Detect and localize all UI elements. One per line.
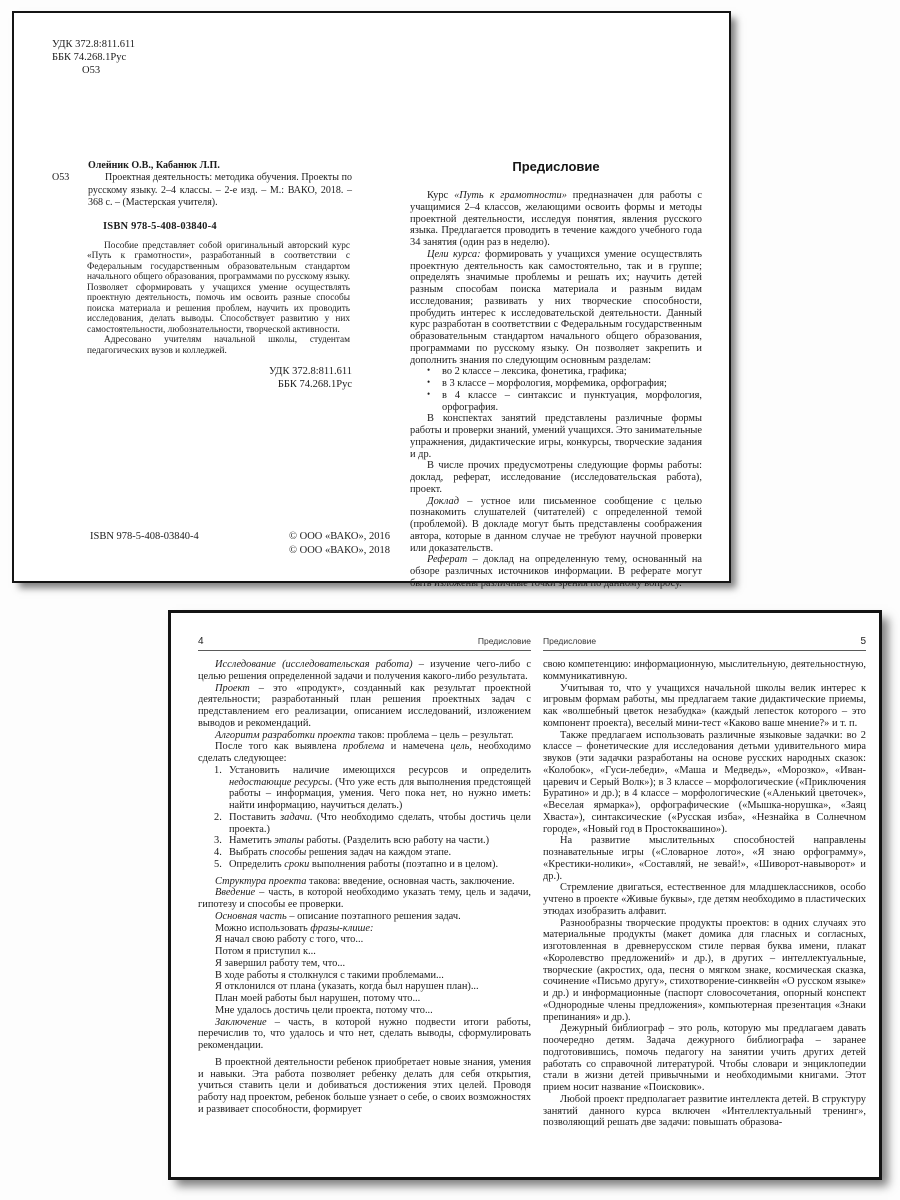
page-4-body xyxy=(198,659,531,1116)
page-number: 4 xyxy=(198,636,204,647)
paragraph: План моей работы был нарушен, потому что... xyxy=(215,993,421,1004)
bullet-item: • в 3 классе – морфология, морфемика, орфография; xyxy=(427,377,667,389)
bullet-marker: • xyxy=(427,388,431,399)
bullet-item: • в 4 классе – синтаксис и пунктуация, морфология, орфография. xyxy=(427,388,702,413)
isbn-line: ISBN 978-5-408-03840-4 xyxy=(103,220,217,232)
running-head-label: Предисловие xyxy=(543,636,597,646)
numbered-item: 2. Поставить задачи. (Что необходимо сделать, чтобы достичь цели проекта.) xyxy=(214,811,531,835)
paragraph: Также предлагаем использовать различные языковые задачки: во 2 классе – фонетические для исследования детьми удивительного мира звуков (эти задачки разработаны на основе русских народных сказок: «Колобок», «Гуси-лебеди», «Маша и Медведь», «Морозко», «Иван-царевич и Серый Волк»); в 3 классе – морфологические («Приключения Буратино» и др.); в 4 классе – морфологические («Аленький цветочек», «Веселая ярмарка»), орфографические («Мышка-норушка», «Заяц Хваста»), синтаксические («Русская изба», «Незнайка в Солнечном городе», «Новый год в Простоквашино»). xyxy=(543,729,866,835)
numbered-item: 3. Наметить этапы работы. (Разделить всю работу на части.) xyxy=(214,835,490,847)
paragraph: Я начал свою работу с того, что... xyxy=(215,934,364,946)
paragraph: Курс «Путь к грамотности» предназначен для работы с учащимися 2–4 классов, желающими освоить формы и методы проектной деятельности, исследуя понятия, явления русского языка. Предлагается проводить в течение каждого учебного года 34 занятия (один раз в неделю). xyxy=(410,190,702,248)
bibliographic-description: Проектная деятельность: методика обучения. Проекты по русскому языку. 2–4 классы. – 2-е изд. – М.: ВАКО, 2018. – 368 с. – (Мастерская учителя). xyxy=(88,172,352,209)
running-head-label: Предисловие xyxy=(477,636,531,646)
bbk-line: ББК 74.268.1Рус xyxy=(277,379,352,391)
paragraph: Стремление двигаться, естественное для младшеклассников, особо учтено в проекте «Живые буквы», где детям необходимо в пластических этюдах изобразить алфавит. xyxy=(543,882,866,917)
isbn-bottom: ISBN 978-5-408-03840-4 xyxy=(90,531,199,542)
paragraph: Введение – часть, в которой необходимо указать тему, цель и задачи, гипотезу и способы ее проверки. xyxy=(198,887,531,910)
list-number: 5. xyxy=(214,858,222,870)
preface-body xyxy=(410,190,702,590)
bbk-line: ББК 74.268.1Рус xyxy=(52,52,127,63)
page-number: 5 xyxy=(860,636,866,647)
page-5 xyxy=(543,613,866,1129)
preface-page-3 xyxy=(410,13,702,590)
udk-line: УДК 372.8:811.611 xyxy=(52,39,136,50)
bullet-marker: • xyxy=(427,365,431,376)
paragraph: Проект – это «продукт», созданный как результат проектной деятельности; разработанный план решения проектных задач с представлением его реализации, описанием исследований, изложением выводов и рекомендаций. xyxy=(198,682,531,729)
running-head xyxy=(198,636,531,651)
paragraph: свою компетенцию: информационную, мыслительную, деятельностную, коммуникативную. xyxy=(543,659,866,682)
copyright-block xyxy=(289,530,390,557)
paragraph: В ходе работы я столкнулся с такими проблемами... xyxy=(215,969,444,981)
paragraph: Я завершил работу тем, что... xyxy=(215,957,346,969)
paragraph: Доклад – устное или письменное сообщение с целью познакомить слушателей (читателей) с определенной темой (проблемой). В докладе могут быть представлены соображения автора, которые в данном случае не требуют научной проверки или доказательств. xyxy=(410,495,702,554)
pages-4-5-spread xyxy=(168,610,882,1180)
copyright-line: © ООО «ВАКО», 2016 xyxy=(289,531,390,542)
paragraph: Адресовано учителям начальной школы, студентам педагогических вузов и колледжей. xyxy=(87,335,350,356)
paragraph: Основная часть – описание поэтапного решения задач. xyxy=(215,910,461,922)
bullet-item: • во 2 классе – лексика, фонетика, графика; xyxy=(427,365,627,378)
author-sign-line: О53 xyxy=(82,65,101,76)
paragraph: Учитывая то, что у учащихся начальной школы велик интерес к игровым формам работы, мы предлагаем такие дидактические приемы, как «волшебный цветок незабудка» (каждый лепесток которого – это компонент проекта), веселый мини-тест «Каково ваше мнение?» и т. п. xyxy=(543,682,866,729)
numbered-item: 5. Определить сроки выполнения работы (поэтапно и в целом). xyxy=(214,858,499,870)
page-5-body xyxy=(543,659,866,1129)
imprint-and-preface-sheet xyxy=(12,11,731,589)
udk-bbk-repeat-block xyxy=(52,365,352,391)
paragraph: В числе прочих предусмотрены следующие формы работы: доклад, реферат, исследование (исследовательская работа), проект. xyxy=(410,460,702,495)
imprint-bottom-row xyxy=(90,530,390,557)
imprint-column xyxy=(52,13,390,556)
paragraph: Потом я приступил к... xyxy=(215,946,316,957)
paragraph: Алгоритм разработки проекта таков: проблема – цель – результат. xyxy=(215,729,514,741)
bibliographic-entry xyxy=(52,160,352,210)
paragraph: В конспектах занятий представлены различные формы работы и проверки знаний, умений учащихся. Это занимательные упражнения, дидактические игры, конкурсы, творческие задания и др. xyxy=(410,413,702,460)
page-4 xyxy=(198,613,531,1116)
list-number: 2. xyxy=(214,811,222,823)
list-number: 4. xyxy=(214,847,222,858)
numbered-item: 1. Установить наличие имеющихся ресурсов и определить недостающие ресурсы. (Что уже есть для выполнения предстоящей работы – информация, умения. Чего пока нет, но нужно иметь: найти информацию, научиться делать.) xyxy=(214,764,531,811)
annotation xyxy=(87,241,350,357)
paragraph: Структура проекта такова: введение, основная часть, заключение. xyxy=(215,875,515,887)
paragraph: Дежурный библиограф – это роль, которую мы предлагаем давать поочередно детям. Задача дежурного библиографа – заранее подготовившись, помочь педагогу на занятии учить других детей работать со справочной литературой. Чтобы словари и энциклопедии стали в жизни детей привычными и необходимыми книгами. Этот прием носит название «Поисковик». xyxy=(543,1023,866,1093)
paragraph: Я отклонился от плана (указать, когда был нарушен план)... xyxy=(215,981,479,993)
paragraph: Цели курса: формировать у учащихся умение осуществлять проектную деятельность как самостоятельно, так и в группе; определять значимые проблемы и решать их; научить детей разным способам поиска материала и разным видам исследования; развивать у них творческие способности, пробудить интерес к исследовательской деятельности. Данный курс разработан в соответствии с Федеральным государственным образовательным стандартом начального общего образования, программами по русскому языку. Он позволяет закрепить и дополнить знания по следующим основным разделам: xyxy=(410,248,702,366)
paragraph: Можно использовать фразы-клише: xyxy=(215,922,374,934)
bullet-marker: • xyxy=(427,377,431,387)
list-number: 3. xyxy=(214,835,222,847)
paragraph: Любой проект предполагает развитие интеллекта детей. В структуру занятий данного курса включен «Интеллектуальный тренинг», позволяющий решать две задачи: повышать образова- xyxy=(543,1093,866,1129)
paragraph: Реферат – доклад на определенную тему, основанный на обзоре различных источников информации. В реферате могут быть изложены различные точки зрения по данному вопросу. xyxy=(410,554,702,589)
paragraph: В проектной деятельности ребенок приобретает новые знания, умения и навыки. Эта работа позволяет ребенку делать для себя открытия, учиться ставить цели и добиваться достижения этих целей. Проводя работу над проектом, ребенок больше узнает о себе, о своих возможностях и развивает способности, формирует xyxy=(198,1056,531,1115)
authors-line: Олейник О.В., Кабанюк Л.П. xyxy=(88,160,220,171)
numbered-item: 4. Выбрать способы решения задач на каждом этапе. xyxy=(214,847,452,858)
paragraph: Заключение – часть, в которой нужно подвести итоги работы, перечислив то, что удалось и что нет, сделать выводы, сформулировать рекомендации. xyxy=(198,1016,531,1051)
paragraph: Мне удалось достичь цели проекта, потому что... xyxy=(215,1004,433,1016)
udk-line: УДК 372.8:811.611 xyxy=(268,366,352,378)
preface-heading: Предисловие xyxy=(512,159,600,174)
paragraph: Разнообразны творческие продукты проектов: в одних случаях это материальные продукты (макет домика для гласных и согласных, изготовленная в древнерусском стиле первая буква имени, плакат «Королевство предложений» и др.), в других – интеллектуальные, творческие (акростих, ода, песня о мягком знаке, космическая сказка, сочинение «Письмо другу», стихотворение-синквейн «О русском языке» и др.) и информационные (паспорт словосочетания, опорный конспект «Однородные члены предложения», компьютерная презентация «Знаки препинания» и др.). xyxy=(543,917,866,1023)
paragraph: Исследование (исследовательская работа) – изучение чего-либо с целью решения определенной задачи и получения какого-либо результата. xyxy=(198,659,531,682)
copyright-line: © ООО «ВАКО», 2018 xyxy=(289,544,390,556)
paragraph: После того как выявлена проблема и намечена цель, необходимо сделать следующее: xyxy=(198,741,532,764)
running-head xyxy=(543,636,866,651)
entry-code: О53 xyxy=(52,172,70,184)
list-number: 1. xyxy=(214,764,222,776)
udk-bbk-block xyxy=(52,38,352,77)
paragraph: На развитие мыслительных способностей направлены познавательные игры («Словарное лото», «Я знаю орфограмму», «Крестики-нолики», «Составляй, не зевай!», «Шиворот-навыворот» и др.). xyxy=(543,835,866,882)
paragraph: Пособие представляет собой оригинальный авторский курс «Путь к грамотности», разработанный в соответствии с Федеральным государственным образовательным стандартом начального общего образования, программами по русскому языку. Позволяет сформировать у учащихся умение осуществлять проектную деятельность, помочь им освоить разные способы поиска материала и решения проблем, научить их проводить исследования, делать выводы. Способствует развитию у них самостоятельности, любознательности, творческой активности. xyxy=(87,240,350,335)
